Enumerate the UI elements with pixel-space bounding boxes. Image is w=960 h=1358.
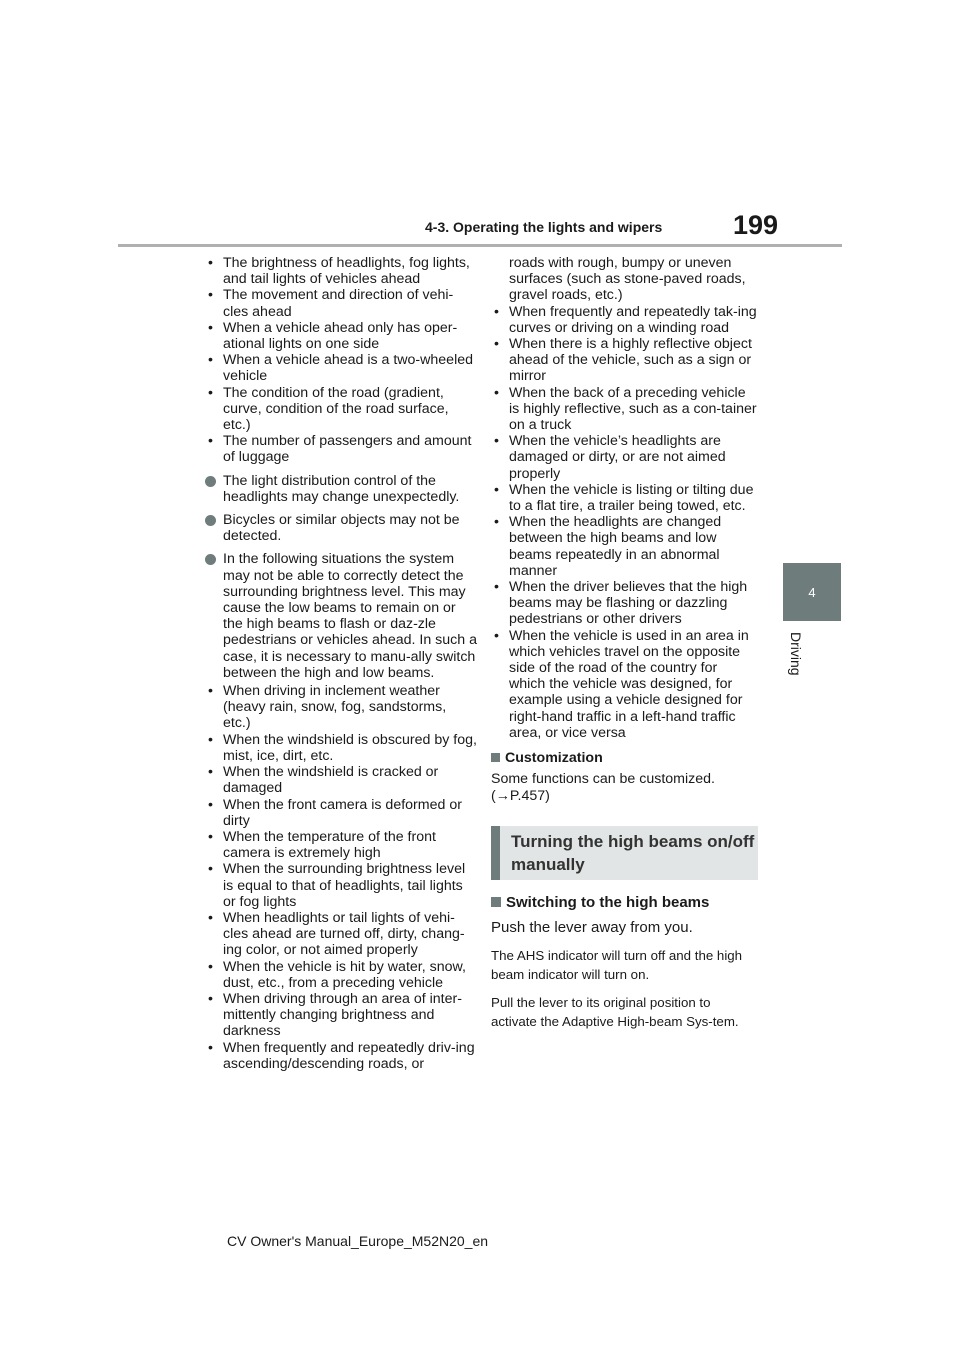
list-continuation: roads with rough, bumpy or uneven surfaces (such as stone-paved roads, gravel roads, etc.) — [509, 255, 746, 304]
list-item: • When the windshield is obscured by fog, mist, ice, dirt, etc. — [205, 732, 477, 764]
list-item: • When the driver believes that the high beams may be flashing or dazzling pedestrians or other drivers — [491, 579, 757, 628]
list-item: • When the front camera is deformed or dirty — [205, 797, 477, 829]
list-item: • The number of passengers and amount of luggage — [205, 433, 477, 465]
footer-text: CV Owner's Manual_Europe_M52N20_en — [227, 1233, 489, 1249]
square-bullet-icon — [491, 897, 501, 907]
left-column — [205, 255, 477, 1072]
switching-heading — [491, 895, 757, 911]
section-heading: 4-3. Operating the lights and wipers — [425, 219, 663, 235]
list-item: • When the windshield is cracked or damaged — [205, 764, 477, 796]
paragraph: The AHS indicator will turn off and the high beam indicator will turn on. — [491, 947, 743, 983]
list-item: • When the vehicle is hit by water, snow, dust, etc., from a preceding vehicle — [205, 959, 477, 991]
list-item: • When a vehicle ahead is a two-wheeled vehicle — [205, 352, 477, 384]
square-bullet-icon — [491, 753, 500, 762]
note-item — [205, 512, 477, 544]
note-item — [205, 551, 477, 681]
list-item: • When a vehicle ahead only has oper-ational lights on one side — [205, 320, 477, 352]
customization-link[interactable]: Some functions can be customized. (→P.457) — [491, 771, 715, 804]
list-item: • When the surrounding brightness level is equal to that of headlights, tail lights or fog lights — [205, 861, 477, 910]
list-item: • When frequently and repeatedly tak-ing curves or driving on a winding road — [491, 304, 757, 336]
list-item: • The condition of the road (gradient, curve, condition of the road surface, etc.) — [205, 385, 477, 434]
note-item — [205, 473, 477, 505]
page-number: 199 — [733, 210, 779, 240]
list-item: • When the vehicle is listing or tilting due to a flat tire, a trailer being towed, etc. — [491, 482, 757, 514]
right-column — [491, 255, 757, 1032]
circle-bullet-icon — [205, 476, 216, 487]
list-item: • When driving in inclement weather (heavy rain, snow, fog, sandstorms, etc.) — [205, 683, 477, 732]
chapter-label: Driving — [788, 632, 804, 676]
list-item: • The brightness of headlights, fog lights, and tail lights of vehicles ahead — [205, 255, 477, 287]
list-item: • When the temperature of the front camera is extremely high — [205, 829, 477, 861]
list-item: • When the vehicle’s headlights are damaged or dirty, or are not aimed properly — [491, 433, 757, 482]
list-item: • When driving through an area of inter-mittently changing brightness and darkness — [205, 991, 477, 1040]
switching-instruction: Push the lever away from you. — [491, 918, 693, 936]
list-item: • When the vehicle is used in an area in which vehicles travel on the opposite side of the road of the country for which the vehicle was designed, for example using a vehicle designed for right-hand traffic in a left-hand traffic area, or vice versa — [491, 628, 757, 741]
section-title-box — [491, 826, 758, 880]
switching-heading-text: Switching to the high beams — [506, 893, 710, 911]
list-item: • When headlights or tail lights of vehi-cles ahead are turned off, dirty, chang-ing color, or not aimed properly — [205, 910, 477, 959]
chapter-number: 4 — [808, 584, 816, 600]
list-item: • When the headlights are changed between the high beams and low beams repeatedly in an abnormal manner — [491, 514, 757, 579]
circle-bullet-icon — [205, 515, 216, 526]
header-divider — [118, 244, 842, 247]
customization-heading-text: Customization — [505, 750, 603, 767]
list-item: • When there is a highly reflective object ahead of the vehicle, such as a sign or mirror — [491, 336, 757, 385]
list-item: • When the back of a preceding vehicle is highly reflective, such as a con-tainer on a truck — [491, 385, 757, 434]
note-text: In the following situations the system may not be able to correctly detect the surrounding brightness level. This may cause the low beams to remain on or the high beams to flash or daz-zle pedestrians or vehicles ahead. In such a case, it is necessary to manu-ally switch between the high and low beams. — [223, 551, 477, 681]
customization-heading — [491, 750, 757, 766]
list-item: • When frequently and repeatedly driv-ing ascending/descending roads, or — [205, 1040, 477, 1072]
section-title: Turning the high beams on/off manually — [511, 831, 755, 874]
note-text: Bicycles or similar objects may not be detected. — [223, 512, 460, 545]
note-text: The light distribution control of the headlights may change unexpectedly. — [223, 472, 460, 505]
paragraph: Pull the lever to its original position to activate the Adaptive High-beam Sys-tem. — [491, 994, 739, 1030]
list-item: • The movement and direction of vehi-cles ahead — [205, 287, 477, 319]
chapter-tab[interactable] — [783, 563, 841, 621]
circle-bullet-icon — [205, 554, 216, 565]
